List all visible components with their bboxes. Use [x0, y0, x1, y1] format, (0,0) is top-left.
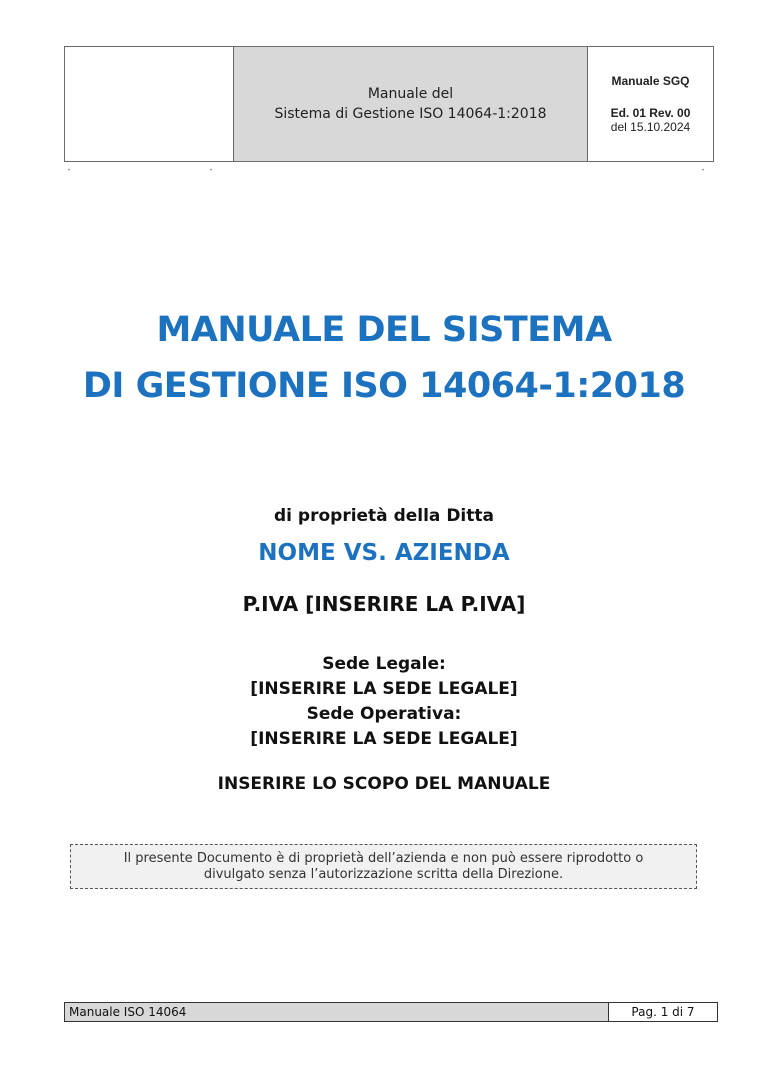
doc-code: Manuale SGQ — [611, 74, 690, 88]
ruler-mark: • — [68, 168, 71, 174]
vat-number: P.IVA [INSERIRE LA P.IVA] — [242, 592, 526, 616]
operational-seat-label: Sede Operativa: — [306, 704, 462, 724]
manual-scope: INSERIRE LO SCOPO DEL MANUALE — [217, 774, 551, 794]
footer-doc-name: Manuale ISO 14064 — [65, 1003, 609, 1021]
header-title-line2: Sistema di Gestione ISO 14064-1:2018 — [274, 106, 547, 122]
disclaimer-line2: divulgato senza l’autorizzazione scritta della Direzione. — [203, 866, 564, 882]
page-footer — [64, 1002, 718, 1022]
main-title-line1: MANUALE DEL SISTEMA — [156, 310, 612, 350]
operational-seat-value: [INSERIRE LA SEDE LEGALE] — [250, 729, 518, 749]
revision-date: del 15.10.2024 — [610, 120, 691, 134]
legal-seat-label: Sede Legale: — [322, 654, 446, 674]
main-title — [0, 302, 768, 414]
logo-cell — [65, 47, 234, 161]
disclaimer-line1: Il presente Documento è di proprietà dell’azienda e non può essere riprodotto o — [123, 850, 644, 866]
header-meta-cell — [588, 47, 713, 161]
edition: Ed. 01 Rev. 00 — [610, 106, 691, 120]
header-title-cell — [234, 47, 588, 161]
company-name: NOME VS. AZIENDA — [258, 540, 510, 566]
owner-label: di proprietà della Ditta — [274, 506, 494, 526]
header-title-line1: Manuale del — [367, 86, 454, 102]
footer-page-number: Pag. 1 di 7 — [609, 1003, 717, 1021]
legal-seat-value: [INSERIRE LA SEDE LEGALE] — [250, 679, 518, 699]
disclaimer-box — [70, 844, 697, 889]
main-title-line2: DI GESTIONE ISO 14064-1:2018 — [82, 366, 686, 406]
ruler-mark: • — [702, 168, 705, 174]
header-table — [64, 46, 714, 162]
seats-block — [0, 652, 768, 752]
ruler-mark: • — [210, 168, 213, 174]
